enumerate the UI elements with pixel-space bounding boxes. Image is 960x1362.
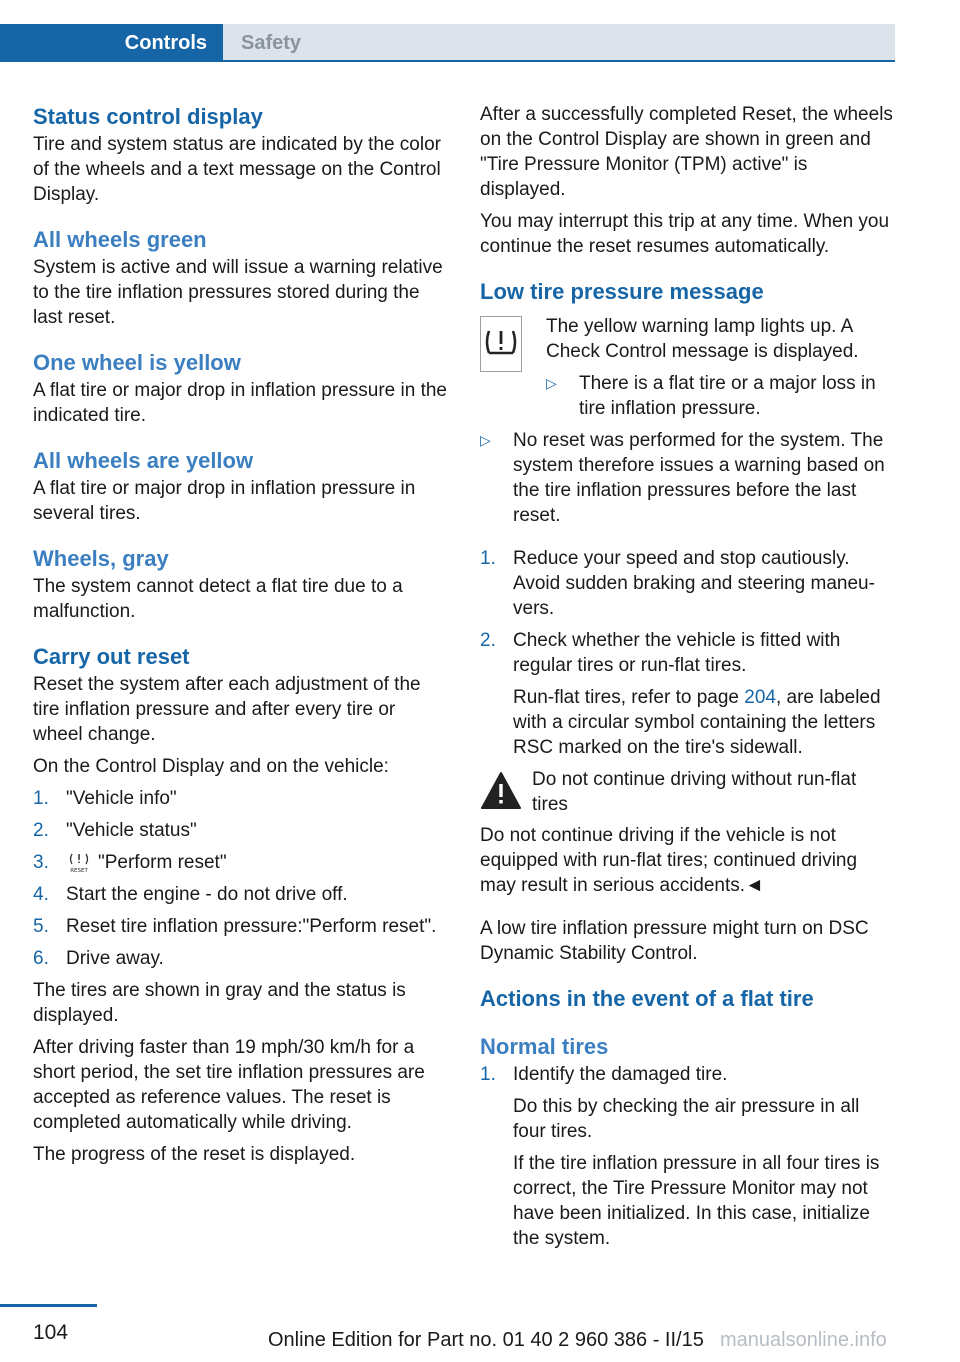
list-item (480, 546, 895, 621)
step-text: Check whether the vehicle is fitted with regular tires or run-flat tires. (513, 630, 841, 676)
paragraph-lamp: The yellow warning lamp lights up. A Check Control message is displayed. (546, 316, 859, 362)
page-reference-link[interactable]: 204 (744, 687, 776, 708)
step-text: Drive away. (66, 948, 164, 969)
bullet-text: There is a flat tire or a major loss in tire inflation pressure. (579, 373, 876, 419)
paragraph-all-wheels-green: System is active and will issue a warning relative to the tire inflation pressures stored during the last reset. (33, 257, 443, 328)
heading-normal-tires: Normal tires (480, 1034, 609, 1059)
paragraph-dsc: A low tire inflation pressure might turn on DSC Dynamic Stability Control. (480, 918, 869, 964)
step-number: 6. (33, 948, 49, 969)
lamp-bullets (546, 371, 895, 421)
tab-safety[interactable]: Safety (223, 24, 895, 62)
caution-block (480, 767, 895, 817)
list-item (480, 428, 895, 528)
step-number: 5. (33, 916, 49, 937)
edition-text: Online Edition for Part no. 01 40 2 960 386 - II/15 (268, 1329, 704, 1351)
reset-steps-list (33, 786, 448, 971)
list-item (33, 882, 448, 907)
step-number: 1. (33, 788, 49, 809)
step-text: Reduce your speed and stop cautiously. Avoid sudden braking and steering maneuvers. (513, 548, 875, 619)
warning-lamp-text (546, 314, 895, 428)
step-number: 1. (480, 1064, 496, 1085)
paragraph-one-wheel-yellow: A flat tire or major drop in inflation pressure in the indicated tire. (33, 380, 447, 426)
heading-all-wheels-green: All wheels green (33, 227, 207, 252)
paragraph-success: After a successfully completed Reset, the wheels on the Control Display are shown in green and "Tire Pressure Monitor (TPM) active" is displayed. (480, 104, 893, 200)
step-body (513, 1062, 895, 1251)
subtext-before: Run-flat tires, refer to page (513, 687, 745, 708)
step-text: Start the engine - do not drive off. (66, 884, 348, 905)
paragraph-caution: Do not continue driving if the vehicle is not equipped with run-flat tires; continued driving may result in serious accidents.◄ (480, 825, 858, 896)
paragraph-all-wheels-yellow: A flat tire or major drop in inflation pressure in several tires. (33, 478, 416, 524)
tab-controls[interactable]: Controls (0, 24, 223, 62)
step-text: "Perform reset" (98, 852, 227, 873)
subtext-after: , are labeled with a circular symbol containing the letters RSC marked on the tire's sidewall. (513, 687, 881, 758)
paragraph-after-2: After driving faster than 19 mph/30 km/h for a short period, the set tire inflation pressures are accepted as reference values. The reset is completed automatically while driving. (33, 1037, 425, 1133)
step-body (513, 628, 895, 760)
list-item (33, 818, 448, 843)
triangle-bullet-icon: ▷ (480, 432, 491, 448)
triangle-bullet-icon: ▷ (546, 375, 557, 391)
step-number: 2. (480, 630, 496, 651)
left-column (33, 102, 448, 1167)
tire-pressure-warning-icon (480, 316, 522, 372)
step-number: 3. (33, 852, 49, 873)
paragraph-status: Tire and system status are indicated by the color of the wheels and a text message on the Control Display. (33, 134, 441, 205)
step-number: 4. (33, 884, 49, 905)
flat-tire-steps (480, 546, 895, 760)
paragraph-after-1: The tires are shown in gray and the status is displayed. (33, 980, 406, 1026)
step-text: "Vehicle info" (66, 788, 177, 809)
normal-tire-steps (480, 1062, 895, 1251)
heading-one-wheel-yellow: One wheel is yellow (33, 350, 241, 375)
step-body (66, 850, 448, 875)
step-subtext (513, 685, 895, 760)
footer-divider (0, 1304, 97, 1307)
caution-triangle-icon (480, 771, 522, 811)
page-number: 104 (33, 1321, 69, 1344)
step-number: 1. (480, 548, 496, 569)
heading-all-wheels-yellow: All wheels are yellow (33, 448, 254, 473)
list-item (33, 786, 448, 811)
watermark: manualsonline.info (720, 1329, 887, 1351)
heading-status-control-display: Status control display (33, 104, 263, 129)
header-tabs (0, 0, 895, 62)
list-item (33, 914, 448, 939)
paragraph-interrupt: You may interrupt this trip at any time. When you continue the reset resumes automatically. (480, 211, 890, 257)
svg-text:RESET: RESET (70, 867, 88, 874)
bullet-text: No reset was performed for the system. The system therefore issues a warning based on the tire inflation pressures before the last reset. (513, 430, 885, 526)
tpm-reset-icon (66, 852, 92, 874)
step-text: Reset tire inflation pressure:"Perform reset". (66, 916, 437, 937)
paragraph-reset-2: On the Control Display and on the vehicle: (33, 756, 389, 777)
list-item (33, 946, 448, 971)
list-item (33, 850, 448, 875)
paragraph-wheels-gray: The system cannot detect a flat tire due to a malfunction. (33, 576, 403, 622)
warning-lamp-block (480, 314, 895, 428)
heading-carry-out-reset: Carry out reset (33, 644, 190, 669)
step-text: "Vehicle status" (66, 820, 197, 841)
step-subtext: If the tire inflation pressure in all four tires is correct, the Tire Pressure Monitor may not have been initialized. In this case, initialize the system. (513, 1153, 880, 1249)
list-item (546, 371, 895, 421)
step-number: 2. (33, 820, 49, 841)
paragraph-reset-1: Reset the system after each adjustment of the tire inflation pressure and after every tire or wheel change. (33, 674, 421, 745)
heading-wheels-gray: Wheels, gray (33, 546, 169, 571)
paragraph-after-3: The progress of the reset is displayed. (33, 1144, 356, 1165)
list-item (480, 628, 895, 760)
heading-flat-tire-actions: Actions in the event of a flat tire (480, 986, 814, 1011)
header-divider (0, 60, 895, 62)
noreset-bullets (480, 428, 895, 528)
step-subtext: Do this by checking the air pressure in all four tires. (513, 1096, 860, 1142)
step-text: Identify the damaged tire. (513, 1064, 728, 1085)
list-item (480, 1062, 895, 1251)
caution-title: Do not continue driving without run-flat tires (532, 769, 857, 815)
heading-low-tire-pressure: Low tire pressure message (480, 279, 764, 304)
right-column (480, 102, 895, 1258)
